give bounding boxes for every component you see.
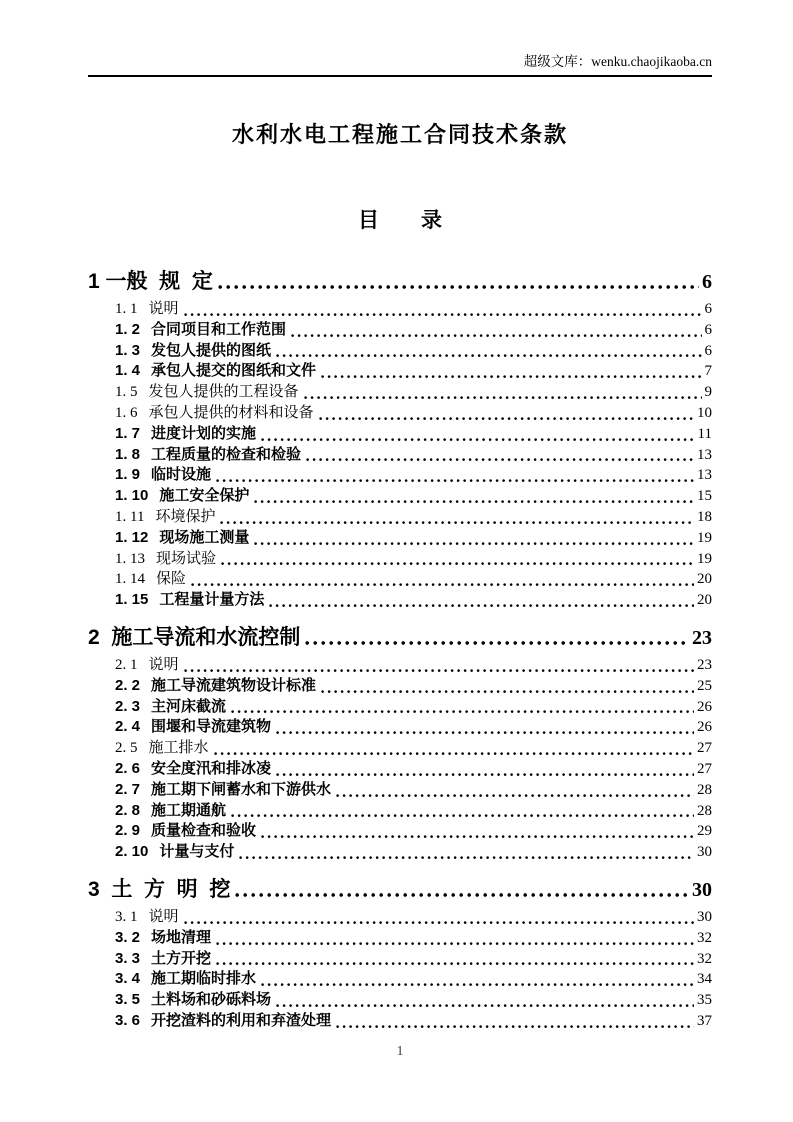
- toc-item-number: 3. 5: [115, 991, 141, 1009]
- page-header: [88, 54, 712, 77]
- dot-leader: [319, 416, 694, 421]
- toc-item-page: 6: [704, 301, 712, 317]
- toc-item-title: 发包人提供的工程设备: [148, 384, 299, 401]
- toc-item-title: 合同项目和工作范围: [151, 320, 287, 338]
- toc-item-row[interactable]: [88, 676, 712, 697]
- dot-leader: [276, 1003, 694, 1008]
- toc-item-number: 1. 4: [115, 362, 141, 380]
- dot-leader: [216, 961, 694, 966]
- toc-section-heading-row[interactable]: [88, 877, 712, 903]
- toc-section-heading-row[interactable]: [88, 625, 712, 651]
- toc-item-number: 3. 1: [115, 908, 138, 925]
- toc-item-page: 28: [697, 781, 712, 798]
- toc-item-row[interactable]: [88, 780, 712, 801]
- toc-item-row[interactable]: [88, 717, 712, 738]
- toc-item-page: 11: [697, 425, 712, 442]
- toc-item-page: 30: [697, 908, 712, 925]
- toc-item-title: 计量与支付: [159, 843, 235, 861]
- dot-leader: [261, 834, 694, 839]
- toc-item-number: 1. 6: [115, 404, 138, 421]
- toc-item-number: 1. 3: [115, 341, 141, 359]
- toc-item-page: 27: [697, 760, 712, 777]
- dot-leader: [254, 499, 694, 504]
- toc-item-title: 保险: [156, 571, 187, 588]
- dot-leader: [235, 892, 689, 898]
- dot-leader: [269, 603, 694, 608]
- toc-item-row[interactable]: [88, 1011, 712, 1032]
- toc-item-page: 20: [697, 592, 712, 609]
- toc-heading-label: 1 一般 规 定: [88, 270, 213, 293]
- dot-leader: [216, 941, 694, 946]
- toc-item-row[interactable]: [88, 949, 712, 970]
- toc-heading-page: 30: [692, 878, 712, 901]
- toc-item-number: 3. 6: [115, 1011, 141, 1029]
- toc-item-number: 1. 8: [115, 445, 141, 463]
- toc-item-number: 2. 8: [115, 801, 141, 819]
- toc-item-number: 1. 14: [115, 571, 145, 588]
- table-of-contents: [88, 269, 712, 1032]
- dot-leader: [184, 920, 694, 925]
- dot-leader: [216, 478, 694, 483]
- toc-item-row[interactable]: [88, 590, 712, 611]
- toc-item-page: 18: [697, 508, 712, 525]
- toc-item-row[interactable]: [88, 486, 712, 507]
- dot-leader: [218, 284, 699, 290]
- dot-leader: [184, 312, 702, 317]
- toc-item-page: 25: [697, 677, 712, 694]
- toc-item-title: 场地清理: [151, 928, 212, 946]
- page-number: 1: [396, 1043, 404, 1059]
- toc-item-number: 3. 3: [115, 949, 141, 967]
- toc-item-title: 工程量计量方法: [159, 591, 265, 609]
- toc-heading-label: 3 土 方 明 挖: [88, 877, 231, 901]
- toc-item-title: 环境保护: [155, 508, 216, 525]
- toc-item-number: 1. 7: [115, 424, 141, 442]
- dot-leader: [291, 333, 701, 338]
- toc-item-title: 现场试验: [156, 550, 217, 567]
- toc-item-number: 1. 12: [115, 528, 149, 546]
- toc-item-number: 2. 1: [115, 656, 138, 673]
- toc-item-number: 1. 1: [115, 301, 138, 317]
- toc-item-number: 2. 2: [115, 676, 141, 694]
- toc-heading-label: 2 施工导流和水流控制: [88, 625, 301, 649]
- toc-item-title: 承包人提交的图纸和文件: [151, 362, 317, 380]
- dot-leader: [306, 457, 694, 462]
- toc-item-title: 围堰和导流建筑物: [151, 718, 272, 736]
- toc-item-title: 主河床截流: [151, 697, 227, 715]
- document-title: 水利水电工程施工合同技术条款: [231, 122, 568, 147]
- toc-item-page: 23: [697, 656, 712, 673]
- dot-leader: [191, 582, 694, 587]
- toc-item-page: 19: [697, 550, 712, 567]
- toc-item-number: 1. 11: [115, 508, 145, 525]
- toc-item-page: 10: [697, 404, 712, 421]
- toc-item-number: 2. 5: [115, 740, 138, 757]
- toc-item-title: 施工导流建筑物设计标准: [151, 676, 317, 694]
- toc-item-title: 土料场和砂砾料场: [151, 991, 272, 1009]
- toc-item-row[interactable]: [88, 320, 712, 341]
- toc-item-title: 质量检查和验收: [151, 822, 257, 840]
- toc-item-page: 35: [697, 992, 712, 1009]
- toc-item-title: 进度计划的实施: [151, 424, 257, 442]
- toc-item-page: 32: [697, 929, 712, 946]
- toc-item-page: 19: [697, 529, 712, 546]
- toc-item-title: 现场施工测量: [159, 528, 250, 546]
- toc-item-row[interactable]: [88, 738, 712, 759]
- toc-item-number: 1. 13: [115, 550, 145, 567]
- toc-item-row[interactable]: [88, 299, 712, 320]
- toc-item-number: 2. 9: [115, 822, 141, 840]
- toc-item-row[interactable]: [88, 424, 712, 445]
- dot-leader: [184, 668, 694, 673]
- toc-item-number: 3. 2: [115, 928, 141, 946]
- toc-item-number: 2. 3: [115, 697, 141, 715]
- toc-item-page: 26: [697, 698, 712, 715]
- dot-leader: [220, 520, 694, 525]
- toc-item-row[interactable]: [88, 528, 712, 549]
- toc-item-title: 说明: [148, 656, 179, 673]
- dot-leader: [214, 751, 694, 756]
- dot-leader: [304, 395, 702, 400]
- toc-item-title: 工程质量的检查和检验: [151, 445, 302, 463]
- toc-item-page: 6: [704, 321, 712, 338]
- dot-leader: [321, 374, 701, 379]
- toc-title: 目 录: [358, 208, 442, 232]
- dot-leader: [221, 561, 694, 566]
- toc-item-number: 2. 10: [115, 843, 149, 861]
- toc-item-title: 临时设施: [151, 466, 212, 484]
- toc-item-row[interactable]: [88, 759, 712, 780]
- toc-item-row[interactable]: [88, 549, 712, 570]
- dot-leader: [276, 730, 694, 735]
- dot-leader: [276, 772, 694, 777]
- dot-leader: [336, 1024, 694, 1029]
- dot-leader: [321, 689, 694, 694]
- toc-item-row[interactable]: [88, 821, 712, 842]
- toc-heading-page: 23: [692, 626, 712, 649]
- toc-item-row[interactable]: [88, 507, 712, 528]
- toc-item-row[interactable]: [88, 842, 712, 863]
- toc-item-row[interactable]: [88, 990, 712, 1011]
- toc-item-number: 1. 15: [115, 591, 149, 609]
- dot-leader: [276, 353, 701, 358]
- toc-item-page: 13: [697, 467, 712, 484]
- toc-item-title: 施工安全保护: [159, 487, 250, 505]
- toc-item-page: 26: [697, 719, 712, 736]
- toc-item-number: 2. 4: [115, 718, 141, 736]
- toc-item-title: 说明: [148, 908, 179, 925]
- toc-item-page: 15: [697, 488, 712, 505]
- toc-item-page: 30: [697, 844, 712, 861]
- toc-item-row[interactable]: [88, 569, 712, 590]
- toc-item-page: 34: [697, 971, 712, 988]
- toc-item-row[interactable]: [88, 969, 712, 990]
- dot-leader: [336, 793, 694, 798]
- header-site-label: 超级文库：wenku.chaojikaoba.cn: [523, 54, 712, 69]
- toc-item-page: 7: [704, 363, 712, 380]
- page-footer: [88, 1044, 712, 1060]
- toc-item-row[interactable]: [88, 907, 712, 928]
- toc-item-number: 1. 2: [115, 320, 141, 338]
- toc-item-page: 6: [704, 342, 712, 359]
- dot-leader: [305, 640, 689, 646]
- toc-item-page: 27: [697, 740, 712, 757]
- toc-item-row[interactable]: [88, 465, 712, 486]
- dot-leader: [231, 709, 694, 714]
- toc-item-title: 开挖渣料的利用和弃渣处理: [151, 1011, 332, 1029]
- toc-item-number: 2. 6: [115, 759, 141, 777]
- toc-item-row[interactable]: [88, 801, 712, 822]
- toc-item-number: 2. 7: [115, 780, 141, 798]
- dot-leader: [231, 813, 694, 818]
- toc-item-page: 37: [697, 1012, 712, 1029]
- toc-item-page: 20: [697, 571, 712, 588]
- toc-item-page: 9: [704, 384, 712, 401]
- dot-leader: [261, 437, 695, 442]
- toc-section-heading-row[interactable]: [88, 269, 712, 295]
- toc-item-number: 1. 5: [115, 384, 138, 401]
- toc-heading-page: 6: [702, 271, 712, 293]
- toc-item-title: 发包人提供的图纸: [151, 341, 272, 359]
- dot-leader: [254, 541, 694, 546]
- toc-item-page: 29: [697, 823, 712, 840]
- toc-item-number: 1. 10: [115, 487, 149, 505]
- toc-item-row[interactable]: [88, 655, 712, 676]
- toc-item-number: 3. 4: [115, 970, 141, 988]
- toc-item-number: 1. 9: [115, 466, 141, 484]
- toc-item-title: 安全度汛和排冰凌: [151, 759, 272, 777]
- toc-item-row[interactable]: [88, 445, 712, 466]
- toc-item-title: 说明: [148, 301, 179, 317]
- toc-item-row[interactable]: [88, 341, 712, 362]
- toc-item-page: 13: [697, 446, 712, 463]
- toc-item-title: 施工期临时排水: [151, 970, 257, 988]
- toc-item-title: 施工排水: [148, 740, 209, 757]
- toc-item-title: 土方开挖: [151, 949, 212, 967]
- dot-leader: [261, 982, 694, 987]
- toc-item-page: 32: [697, 950, 712, 967]
- dot-leader: [239, 855, 694, 860]
- toc-item-title: 承包人提供的材料和设备: [148, 404, 314, 421]
- toc-item-row[interactable]: [88, 403, 712, 424]
- toc-item-page: 28: [697, 802, 712, 819]
- toc-item-row[interactable]: [88, 361, 712, 382]
- toc-item-row[interactable]: [88, 928, 712, 949]
- toc-item-title: 施工期下闸蓄水和下游供水: [151, 780, 332, 798]
- toc-item-row[interactable]: [88, 382, 712, 403]
- toc-item-title: 施工期通航: [151, 801, 227, 819]
- toc-item-row[interactable]: [88, 697, 712, 718]
